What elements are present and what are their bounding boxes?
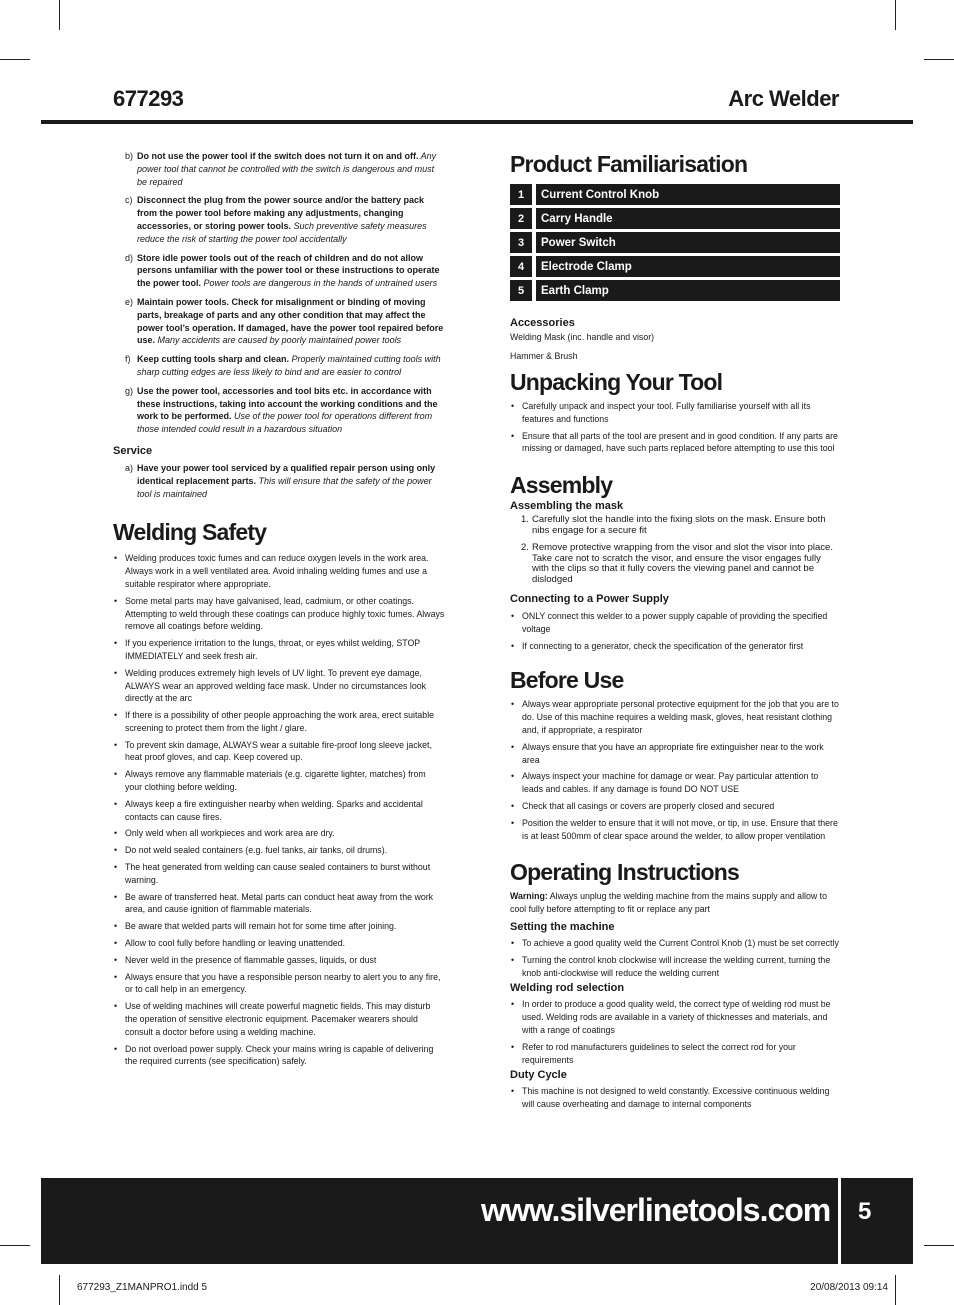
before-use-item: • Always inspect your machine for damage or wear. Pay particular attention to leads and cables. If any damage is found DO NOT USE <box>510 770 840 796</box>
part-row <box>510 232 840 253</box>
rod-list <box>510 998 840 1066</box>
parts-table <box>510 184 840 301</box>
setting-item: • Turning the control knob clockwise will increase the welding current, turning the knob anti-clockwise will reduce the welding current <box>510 954 840 980</box>
accessory-item: Welding Mask (inc. handle and visor) <box>510 332 655 342</box>
item-letter: g) <box>125 385 134 396</box>
safety-list <box>113 150 445 436</box>
welding-safety-heading: Welding Safety <box>113 519 267 546</box>
welding-safety-item: • To prevent skin damage, ALWAYS wear a suitable fire-proof long sleeve jacket, heat proof gloves, and cap. Keep covered up. <box>113 739 445 765</box>
crop-mark <box>0 59 30 60</box>
item-italic: Power tools are dangerous in the hands of untrained users <box>201 278 438 289</box>
warning-text <box>510 890 840 916</box>
safety-item <box>113 296 445 347</box>
power-item: • ONLY connect this welder to a power supply capable of providing the specified voltage <box>510 610 840 636</box>
before-use-list <box>510 698 840 842</box>
rod-heading: Welding rod selection <box>510 982 625 995</box>
welding-safety-item: • If there is a possibility of other people approaching the work area, erect suitable screening to protect them from the light / glare. <box>113 709 445 735</box>
right-column <box>510 150 840 1115</box>
header-rule <box>41 120 913 124</box>
before-use-heading: Before Use <box>510 667 624 694</box>
crop-mark <box>59 0 60 30</box>
product-familiarisation-heading: Product Familiarisation <box>510 151 748 177</box>
item-italic: Many accidents are caused by poorly maintained power tools <box>155 335 402 346</box>
item-italic: Use of the power tool for operations different from those intended could result in a hazardous situation <box>137 411 433 435</box>
warning-label: Warning: <box>510 891 548 902</box>
welding-safety-item: • The heat generated from welding can cause sealed containers to burst without warning. <box>113 861 445 887</box>
step-number: 1. <box>521 514 529 526</box>
accessories-heading: Accessories <box>510 317 575 329</box>
assembly-step <box>510 543 840 586</box>
assembly-step <box>510 515 840 537</box>
power-item: • If connecting to a generator, check the specification of the generator first <box>510 640 840 653</box>
assembly-steps <box>510 515 840 586</box>
item-letter: a) <box>125 462 134 473</box>
item-letter: c) <box>125 195 133 206</box>
page-number: 5 <box>858 1198 872 1225</box>
before-use-item: • Always wear appropriate personal protective equipment for the job that you are to do. Use of this machine requires a welding mask, gloves, heat resistant clothing and, if appropriate, a respirator <box>510 698 840 736</box>
part-label: Earth Clamp <box>536 280 840 301</box>
crop-mark <box>895 0 896 30</box>
welding-safety-list <box>113 552 445 1068</box>
slug-datetime: 20/08/2013 09:14 <box>810 1282 888 1293</box>
power-supply-heading: Connecting to a Power Supply <box>510 592 669 605</box>
welding-safety-item: • Allow to cool fully before handling or leaving unattended. <box>113 937 445 950</box>
step-text: Remove protective wrapping from the visor and slot the visor into place. Take care not to scratch the visor, and ensure the visor engages fully with the clips so that it fully covers the viewing panel and cannot be dislodged <box>532 541 833 586</box>
part-number: 5 <box>510 280 532 301</box>
welding-safety-item: • Do not weld sealed containers (e.g. fuel tanks, air tanks, oil drums). <box>113 844 445 857</box>
product-title: Arc Welder <box>728 86 839 111</box>
duty-list <box>510 1085 840 1111</box>
welding-safety-item: • Always keep a fire extinguisher nearby when welding. Sparks and accidental contacts can cause fires. <box>113 798 445 824</box>
welding-safety-item: • Only weld when all workpieces and work area are dry. <box>113 827 445 840</box>
crop-mark <box>895 1275 896 1305</box>
service-heading: Service <box>113 444 153 457</box>
left-column <box>113 150 445 1072</box>
product-code: 677293 <box>113 86 184 111</box>
power-supply-list <box>510 610 840 652</box>
unpacking-list <box>510 400 840 455</box>
item-letter: b) <box>125 151 134 161</box>
setting-heading: Setting the machine <box>510 920 615 933</box>
unpacking-item: • Carefully unpack and inspect your tool. Fully familiarise yourself with all its features and functions <box>510 400 840 426</box>
part-row <box>510 256 840 277</box>
crop-mark <box>0 1245 30 1246</box>
item-letter: f) <box>125 354 131 365</box>
item-bold: Use the power tool, accessories and tool bits etc. in accordance with these instructions, taking into account the working conditions and the work to be performed. <box>137 385 438 422</box>
footer-url[interactable]: www.silverlinetools.com <box>481 1192 831 1228</box>
welding-safety-item: • Always ensure that you have a responsible person nearby to alert you to any fire, or to call help in an emergency. <box>113 971 445 997</box>
part-label: Electrode Clamp <box>536 256 840 277</box>
safety-item <box>113 385 445 436</box>
part-row <box>510 280 840 301</box>
welding-safety-item: • Use of welding machines will create powerful magnetic fields. This may disturb the operation of sensitive electronic equipment. Pacemaker wearers should consult a doctor before using a welding machine. <box>113 1000 445 1038</box>
before-use-item: • Always ensure that you have an appropriate fire extinguisher near to the work area <box>510 741 840 767</box>
welding-safety-item: • Always remove any flammable materials (e.g. cigarette lighter, matches) from your clothing before welding. <box>113 768 445 794</box>
setting-list <box>510 937 840 979</box>
welding-safety-item: • Be aware that welded parts will remain hot for some time after joining. <box>113 920 445 933</box>
safety-item <box>113 194 445 245</box>
service-item <box>113 462 445 500</box>
step-text: Carefully slot the handle into the fixing slots on the mask. Ensure both nibs engage for a secure fit <box>532 514 826 536</box>
warning-body: Always unplug the welding machine from the mains supply and allow to cool fully before attempting to fit or replace any part <box>510 891 828 915</box>
safety-item <box>113 150 445 188</box>
item-italic: Such preventive safety measures reduce the risk of starting the power tool accidentally <box>137 220 427 244</box>
item-bold: Disconnect the plug from the power source and/or the battery pack from the power tool before making any adjustments, changing accessories, or storing power tools. <box>137 195 425 231</box>
welding-safety-item: • Do not overload power supply. Check your mains wiring is capable of delivering the required currents (see specification) safely. <box>113 1043 445 1069</box>
welding-safety-item: • Never weld in the presence of flammable gasses, liquids, or dust <box>113 954 445 967</box>
welding-safety-item: • Be aware of transferred heat. Metal parts can conduct heat away from the work area, and cause ignition of flammable materials. <box>113 891 445 917</box>
assembling-mask-heading: Assembling the mask <box>510 500 624 513</box>
part-number: 3 <box>510 232 532 253</box>
duty-heading: Duty Cycle <box>510 1069 567 1082</box>
unpacking-item: • Ensure that all parts of the tool are present and in good condition. If any parts are missing or damaged, have such parts replaced before attempting to use this tool <box>510 430 840 456</box>
item-bold: Maintain power tools. Check for misalignment or binding of moving parts, breakage of parts and any other condition that may affect the power tool’s operation. If damaged, have the power tool repaired before use. <box>137 296 444 346</box>
assembly-heading: Assembly <box>510 472 613 499</box>
welding-safety-item: • If you experience irritation to the lungs, throat, or eyes whilst welding, STOP IMMEDIATELY and seek fresh air. <box>113 637 445 663</box>
item-italic: Properly maintained cutting tools with sharp cutting edges are less likely to bind and are easier to control <box>137 354 441 377</box>
part-label: Power Switch <box>536 232 840 253</box>
duty-item: • This machine is not designed to weld constantly. Excessive continuous welding will cause overheating and damage to internal components <box>510 1085 840 1111</box>
item-bold: Store idle power tools out of the reach of children and do not allow persons unfamiliar with the power tool or these instructions to operate the power tool. <box>137 252 440 289</box>
safety-item <box>113 252 445 290</box>
crop-mark <box>924 1245 954 1246</box>
safety-item <box>113 353 445 379</box>
welding-safety-item: • Welding produces extremely high levels of UV light. To prevent eye damage, ALWAYS wear an approved welding face mask. Under no circumstances look directly at the arc <box>113 667 445 705</box>
item-bold: Do not use the power tool if the switch does not turn it on and off. <box>137 151 419 161</box>
item-italic: Any power tool that cannot be controlled with the switch is dangerous and must be repaired <box>137 151 437 187</box>
crop-mark <box>924 59 954 60</box>
part-row <box>510 208 840 229</box>
part-label: Current Control Knob <box>536 184 840 205</box>
part-number: 4 <box>510 256 532 277</box>
operating-heading: Operating Instructions <box>510 859 740 886</box>
unpacking-heading: Unpacking Your Tool <box>510 369 723 395</box>
item-letter: d) <box>125 252 134 263</box>
part-number: 1 <box>510 184 532 205</box>
crop-mark <box>59 1275 60 1305</box>
item-italic: This will ensure that the safety of the power tool is maintained <box>137 475 432 499</box>
before-use-item: • Check that all casings or covers are properly closed and secured <box>510 800 840 813</box>
item-letter: e) <box>125 296 134 307</box>
part-label: Carry Handle <box>536 208 840 229</box>
setting-item: • To achieve a good quality weld the Current Control Knob (1) must be set correctly <box>510 937 840 950</box>
item-bold: Have your power tool serviced by a qualified repair person using only identical replacement parts. <box>137 462 436 486</box>
rod-item: • In order to produce a good quality weld, the correct type of welding rod must be used. Welding rods are available in a variety of thicknesses and materials, and with a range of coatings <box>510 998 840 1036</box>
part-number: 2 <box>510 208 532 229</box>
slug-filename: 677293_Z1MANPRO1.indd 5 <box>77 1282 208 1293</box>
before-use-item: • Position the welder to ensure that it will not move, or tip, in use. Ensure that there is at least 500mm of clear space around the welder, to allow proper ventilation <box>510 817 840 843</box>
welding-safety-item: • Welding produces toxic fumes and can reduce oxygen levels in the work area. Always work in a well ventilated area. Avoid inhaling welding fumes and use a suitable respirator where appropriate. <box>113 552 445 590</box>
item-bold: Keep cutting tools sharp and clean. <box>137 354 290 365</box>
part-row <box>510 184 840 205</box>
footer-divider <box>838 1178 841 1264</box>
step-number: 2. <box>521 541 529 553</box>
welding-safety-item: • Some metal parts may have galvanised, lead, cadmium, or other coatings. Attempting to weld through these coatings can produce highly toxic fumes. Always remove all coatings before welding. <box>113 595 445 633</box>
rod-item: • Refer to rod manufacturers guidelines to select the correct rod for your requirements <box>510 1041 840 1067</box>
accessory-item: Hammer & Brush <box>510 350 578 361</box>
